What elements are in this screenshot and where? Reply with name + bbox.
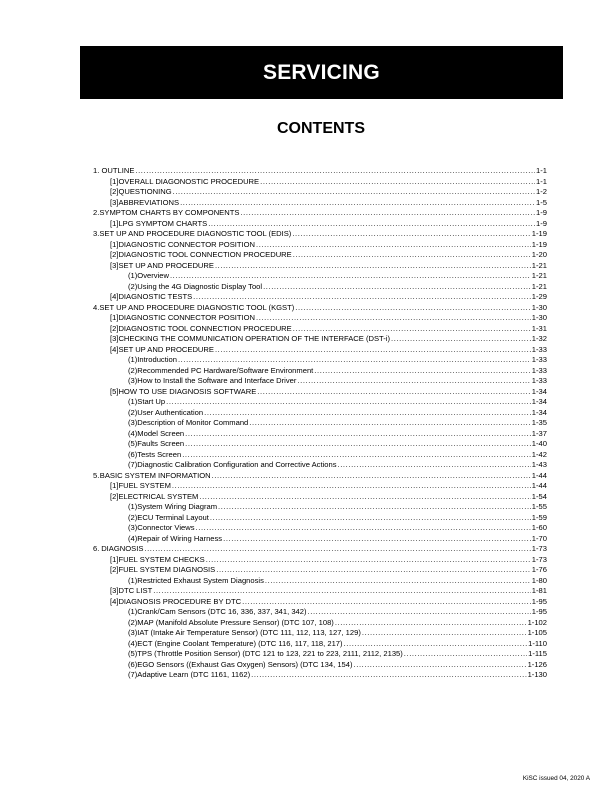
toc-entry-title: Overview <box>137 271 169 280</box>
toc-leader-dots <box>153 586 531 595</box>
toc-entry-title: SET UP AND PROCEDURE <box>118 344 214 354</box>
toc-entry[interactable] <box>110 597 547 606</box>
toc-leader-dots <box>172 481 531 490</box>
toc-entry-title: Recommended PC Hardware/Software Environment <box>137 365 314 375</box>
toc-entry-page: 1-37 <box>531 428 547 438</box>
toc-entry-title: ECU Terminal Layout <box>137 512 209 522</box>
toc-entry[interactable] <box>110 187 547 196</box>
toc-entry-page: 1-31 <box>531 323 547 333</box>
toc-entry-number: (3) <box>128 628 138 637</box>
toc-entry[interactable] <box>110 219 547 228</box>
toc-entry-title: MAP (Manifold Absolute Pressure Sensor) (DTC 107, 108) <box>137 617 334 627</box>
issue-footer: KiSC issued 04, 2020 A <box>522 775 590 782</box>
toc-leader-dots <box>251 670 526 679</box>
toc-entry-page: 1-2 <box>536 187 547 196</box>
toc-entry-page: 1-21 <box>531 271 547 280</box>
toc-entry-title: FUEL SYSTEM <box>118 481 171 490</box>
toc-leader-dots <box>170 271 531 280</box>
toc-entry-number: [2] <box>110 565 119 574</box>
toc-entry-number: 5. <box>93 470 100 480</box>
toc-entry[interactable] <box>93 303 547 312</box>
toc-entry-number: [2] <box>110 323 119 333</box>
toc-leader-dots <box>362 628 527 637</box>
toc-entry-number: (6) <box>128 449 138 459</box>
toc-leader-dots <box>210 513 531 522</box>
toc-entry-title: OUTLINE <box>101 166 135 175</box>
toc-entry-number: (3) <box>128 418 138 427</box>
toc-entry-page: 1-30 <box>531 302 547 312</box>
toc-entry-number: (1) <box>128 355 138 364</box>
toc-leader-dots <box>166 397 531 406</box>
toc-entry[interactable] <box>128 502 547 511</box>
toc-entry[interactable] <box>128 282 547 291</box>
toc-leader-dots <box>354 660 527 669</box>
toc-entry[interactable] <box>128 408 547 417</box>
toc-entry-page: 1-34 <box>531 397 547 406</box>
toc-leader-dots <box>391 334 531 343</box>
toc-leader-dots <box>314 366 531 375</box>
toc-entry[interactable] <box>110 250 547 259</box>
toc-entry-title: DIAGNOSIS PROCEDURE BY DTC <box>118 596 242 606</box>
toc-entry-page: 1-33 <box>531 344 547 354</box>
toc-entry-title: SYMPTOM CHARTS BY COMPONENTS <box>99 208 240 217</box>
toc-entry-page: 1-19 <box>531 239 547 249</box>
toc-entry[interactable] <box>128 355 547 364</box>
toc-leader-dots <box>185 429 531 438</box>
toc-entry-title: SET UP AND PROCEDURE DIAGNOSTIC TOOL (KGST) <box>99 302 295 312</box>
toc-leader-dots <box>212 471 531 480</box>
toc-leader-dots <box>293 324 531 333</box>
toc-leader-dots <box>256 313 531 322</box>
toc-entry-title: How to Install the Software and Interface Driver <box>137 376 297 385</box>
toc-entry[interactable] <box>110 565 547 574</box>
toc-entry[interactable] <box>128 397 547 406</box>
toc-entry-title: ABBREVIATIONS <box>118 197 180 207</box>
toc-entry-page: 1-73 <box>531 554 547 564</box>
toc-entry-page: 1-33 <box>531 376 547 385</box>
toc-entry-number: [4] <box>110 344 119 354</box>
toc-entry-number: [4] <box>110 596 119 606</box>
toc-entry[interactable] <box>128 418 547 427</box>
toc-entry-page: 1-44 <box>531 470 547 480</box>
toc-entry[interactable] <box>128 376 547 385</box>
toc-entry[interactable] <box>128 366 547 375</box>
toc-entry-page: 1-9 <box>536 218 547 228</box>
toc-entry[interactable] <box>128 439 547 448</box>
toc-entry-page: 1-20 <box>531 250 547 259</box>
toc-entry-number: (1) <box>128 575 138 585</box>
toc-entry[interactable] <box>128 649 547 658</box>
toc-entry-title: Start Up <box>137 397 166 406</box>
toc-leader-dots <box>206 555 531 564</box>
toc-leader-dots <box>297 376 530 385</box>
toc-leader-dots <box>295 303 531 312</box>
toc-entry-number: (3) <box>128 376 138 385</box>
toc-entry-page: 1-33 <box>531 355 547 364</box>
toc-entry[interactable] <box>110 586 547 595</box>
toc-entry-number: (2) <box>128 365 138 375</box>
toc-entry-title: User Authentication <box>137 407 204 417</box>
toc-entry-title: DIAGNOSIS <box>101 544 144 553</box>
toc-leader-dots <box>260 177 535 186</box>
toc-entry-number: [2] <box>110 250 119 259</box>
toc-entry-number: [1] <box>110 218 119 228</box>
toc-entry[interactable] <box>110 177 547 186</box>
toc-entry-title: EGO Sensors ((Exhaust Gas Oxygen) Sensors) (DTC 134, 154) <box>137 659 353 669</box>
toc-leader-dots <box>256 240 531 249</box>
toc-leader-dots <box>293 250 531 259</box>
toc-entry-number: (7) <box>128 670 138 679</box>
toc-entry-number: (5) <box>128 439 138 448</box>
toc-entry-number: 1. <box>93 166 100 175</box>
toc-leader-dots <box>180 198 535 207</box>
toc-leader-dots <box>223 534 531 543</box>
toc-entry-number: (4) <box>128 428 138 438</box>
toc-entry-title: Faults Screen <box>137 439 185 448</box>
toc-entry-page: 1-21 <box>531 281 547 291</box>
toc-leader-dots <box>135 166 535 175</box>
toc-entry-number: (6) <box>128 659 138 669</box>
toc-leader-dots <box>265 576 531 585</box>
toc-entry-page: 1-102 <box>527 617 547 627</box>
toc-entry-title: Diagnostic Calibration Configuration and Corrective Actions <box>137 460 337 469</box>
toc-entry-title: Model Screen <box>137 428 185 438</box>
toc-entry-page: 1-105 <box>527 628 547 637</box>
toc-entry-number: [1] <box>110 481 119 490</box>
toc-entry[interactable] <box>128 660 547 669</box>
toc-entry[interactable] <box>110 492 547 501</box>
toc-leader-dots <box>257 387 531 396</box>
toc-entry-page: 1-40 <box>531 439 547 448</box>
toc-entry[interactable] <box>110 334 547 343</box>
toc-leader-dots <box>193 292 531 301</box>
toc-entry-page: 1-95 <box>531 596 547 606</box>
toc-leader-dots <box>240 208 535 217</box>
toc-entry-page: 1-44 <box>531 481 547 490</box>
toc-entry-title: DIAGNOSTIC TESTS <box>118 292 193 301</box>
toc-entry-title: SET UP AND PROCEDURE <box>118 260 214 270</box>
toc-entry-page: 1-80 <box>531 575 547 585</box>
toc-entry[interactable] <box>110 387 547 396</box>
toc-entry-title: DIAGNOSTIC TOOL CONNECTION PROCEDURE <box>118 250 292 259</box>
toc-entry-page: 1-5 <box>536 197 547 207</box>
toc-entry[interactable] <box>128 429 547 438</box>
toc-entry-title: FUEL SYSTEM CHECKS <box>118 554 205 564</box>
toc-leader-dots <box>215 345 531 354</box>
toc-entry-page: 1-81 <box>531 586 547 595</box>
section-title: SERVICING <box>263 60 380 84</box>
toc-leader-dots <box>308 607 531 616</box>
toc-entry-number: (2) <box>128 512 138 522</box>
toc-entry-number: [1] <box>110 239 119 249</box>
toc-entry-title: SET UP AND PROCEDURE DIAGNOSTIC TOOL (EDIS) <box>99 229 292 238</box>
toc-entry-number: (2) <box>128 407 138 417</box>
toc-entry-title: LPG SYMPTOM CHARTS <box>118 218 208 228</box>
toc-entry-number: 4. <box>93 302 100 312</box>
toc-entry-title: QUESTIONING <box>118 187 172 196</box>
toc-entry-title: Adaptive Learn (DTC 1161, 1162) <box>137 670 251 679</box>
toc-entry[interactable] <box>128 628 547 637</box>
toc-entry-title: DIAGNOSTIC TOOL CONNECTION PROCEDURE <box>118 323 292 333</box>
toc-entry-number: [3] <box>110 260 119 270</box>
toc-leader-dots <box>144 544 530 553</box>
toc-leader-dots <box>185 439 531 448</box>
toc-entry-title: Repair of Wiring Harness <box>137 533 223 543</box>
contents-heading: CONTENTS <box>277 120 365 137</box>
toc-entry-title: HOW TO USE DIAGNOSIS SOFTWARE <box>118 386 257 396</box>
toc-entry-number: [4] <box>110 292 119 301</box>
toc-entry-page: 1-19 <box>531 229 547 238</box>
toc-entry-number: [2] <box>110 187 119 196</box>
toc-entry-title: ELECTRICAL SYSTEM <box>118 491 199 501</box>
section-banner <box>80 46 563 99</box>
toc-entry[interactable] <box>110 240 547 249</box>
toc-entry[interactable] <box>110 292 547 301</box>
toc-entry-page: 1-42 <box>531 449 547 459</box>
toc-entry-page: 1-21 <box>531 260 547 270</box>
toc-entry[interactable] <box>110 555 547 564</box>
toc-entry-number: (1) <box>128 271 138 280</box>
toc-entry[interactable] <box>128 534 547 543</box>
toc-entry-number: [1] <box>110 313 119 322</box>
toc-leader-dots <box>404 649 527 658</box>
toc-entry[interactable] <box>128 460 547 469</box>
toc-leader-dots <box>208 219 535 228</box>
toc-entry[interactable] <box>128 513 547 522</box>
toc-entry-page: 1-33 <box>531 365 547 375</box>
toc-entry-page: 1-55 <box>531 502 547 511</box>
toc-entry-number: [5] <box>110 386 119 396</box>
toc-entry[interactable] <box>128 670 547 679</box>
toc-entry-number: (7) <box>128 460 138 469</box>
toc-entry[interactable] <box>110 313 547 322</box>
toc-entry-title: BASIC SYSTEM INFORMATION <box>99 470 211 480</box>
toc-leader-dots <box>196 523 531 532</box>
toc-leader-dots <box>344 639 528 648</box>
toc-leader-dots <box>242 597 531 606</box>
toc-entry[interactable] <box>128 523 547 532</box>
toc-entry-page: 1-60 <box>531 523 547 532</box>
toc-entry-title: OVERALL DIAGONOSTIC PROCEDURE <box>118 176 260 186</box>
toc-entry-page: 1-110 <box>528 638 547 648</box>
toc-entry-number: (4) <box>128 533 138 543</box>
toc-entry-number: [1] <box>110 176 119 186</box>
toc-leader-dots <box>335 618 527 627</box>
toc-entry-number: 6. <box>93 544 100 553</box>
toc-entry-page: 1-43 <box>531 460 547 469</box>
toc-entry-title: System Wiring Diagram <box>137 502 218 511</box>
toc-entry-title: Tests Screen <box>137 449 182 459</box>
toc-entry-title: Using the 4G Diagnostic Display Tool <box>137 281 263 291</box>
toc-entry-page: 1-1 <box>536 176 547 186</box>
toc-entry[interactable] <box>110 261 547 270</box>
toc-entry-page: 1-130 <box>527 670 547 679</box>
toc-entry-page: 1-115 <box>528 649 547 658</box>
toc-entry-number: (3) <box>128 523 138 532</box>
toc-entry[interactable] <box>128 607 547 616</box>
toc-entry[interactable] <box>110 345 547 354</box>
toc-entry-title: Introduction <box>137 355 177 364</box>
toc-entry-page: 1-95 <box>531 607 547 616</box>
toc-entry[interactable] <box>110 198 547 207</box>
toc-entry-number: (1) <box>128 607 138 616</box>
toc-entry-number: [3] <box>110 586 119 595</box>
toc-entry-title: DIAGNOSTIC CONNECTOR POSITION <box>118 239 256 249</box>
toc-entry[interactable] <box>128 639 547 648</box>
toc-entry-number: [3] <box>110 334 119 343</box>
toc-leader-dots <box>215 261 531 270</box>
toc-entry-title: Crank/Cam Sensors (DTC 16, 336, 337, 341, 342) <box>137 607 307 616</box>
toc-leader-dots <box>263 282 531 291</box>
toc-leader-dots <box>173 187 535 196</box>
toc-entry-page: 1-34 <box>531 386 547 396</box>
toc-entry-title: IAT (Intake Air Temperature Sensor) (DTC 111, 112, 113, 127, 129) <box>137 628 361 637</box>
toc-entry[interactable] <box>128 450 547 459</box>
toc-entry-page: 1-35 <box>531 418 547 427</box>
toc-entry-number: (4) <box>128 638 138 648</box>
toc-leader-dots <box>182 450 531 459</box>
toc-entry-page: 1-73 <box>531 544 547 553</box>
toc-entry-title: Description of Monitor Command <box>137 418 249 427</box>
toc-entry-title: Connector Views <box>137 523 195 532</box>
toc-leader-dots <box>249 418 531 427</box>
toc-entry[interactable] <box>93 229 547 238</box>
toc-entry-number: (2) <box>128 281 138 291</box>
toc-entry-page: 1-34 <box>531 407 547 417</box>
toc-entry[interactable] <box>93 208 547 217</box>
toc-entry-page: 1-76 <box>531 565 547 574</box>
toc-entry-page: 1-70 <box>531 533 547 543</box>
toc-entry-number: (1) <box>128 502 138 511</box>
toc-entry-page: 1-30 <box>531 313 547 322</box>
toc-entry[interactable] <box>93 544 547 553</box>
toc-entry[interactable] <box>128 271 547 280</box>
toc-leader-dots <box>204 408 531 417</box>
toc-entry-page: 1-54 <box>531 491 547 501</box>
toc-entry-page: 1-126 <box>527 659 547 669</box>
toc-entry-title: TPS (Throttle Position Sensor) (DTC 121 to 123, 221 to 223, 2111, 2112, 2135) <box>137 649 403 658</box>
toc-entry[interactable] <box>110 324 547 333</box>
toc-entry-title: ECT (Engine Coolant Temperature) (DTC 116, 117, 118, 217) <box>137 638 343 648</box>
toc-entry[interactable] <box>110 481 547 490</box>
toc-entry-number: [1] <box>110 554 119 564</box>
toc-entry[interactable] <box>128 618 547 627</box>
toc-leader-dots <box>178 355 531 364</box>
toc-entry-title: DIAGNOSTIC CONNECTOR POSITION <box>118 313 256 322</box>
toc-leader-dots <box>216 565 531 574</box>
toc-entry[interactable] <box>128 576 547 585</box>
toc-entry-number: (2) <box>128 617 138 627</box>
toc-entry-page: 1-9 <box>536 208 547 217</box>
toc-entry[interactable] <box>93 471 547 480</box>
toc-leader-dots <box>292 229 530 238</box>
toc-entry-number: (1) <box>128 397 138 406</box>
toc-entry-title: FUEL SYSTEM DIAGNOSIS <box>118 565 216 574</box>
toc-entry-title: DTC LIST <box>118 586 153 595</box>
toc-entry[interactable] <box>93 166 547 175</box>
toc-leader-dots <box>338 460 531 469</box>
toc-entry-page: 1-29 <box>531 292 547 301</box>
toc-entry-title: Restricted Exhaust System Diagnosis <box>137 575 264 585</box>
toc-entry-page: 1-32 <box>531 334 547 343</box>
toc-leader-dots <box>199 492 530 501</box>
toc-entry-number: 2. <box>93 208 100 217</box>
toc-entry-page: 1-1 <box>536 166 547 175</box>
toc-leader-dots <box>218 502 531 511</box>
toc-entry-title: CHECKING THE COMMUNICATION OPERATION OF THE INTERFACE (DST-i) <box>118 334 391 343</box>
toc-entry-number: [2] <box>110 491 119 501</box>
toc-entry-number: 3. <box>93 229 100 238</box>
toc-entry-page: 1-59 <box>531 512 547 522</box>
toc-entry-number: (5) <box>128 649 138 658</box>
toc-entry-number: [3] <box>110 197 119 207</box>
